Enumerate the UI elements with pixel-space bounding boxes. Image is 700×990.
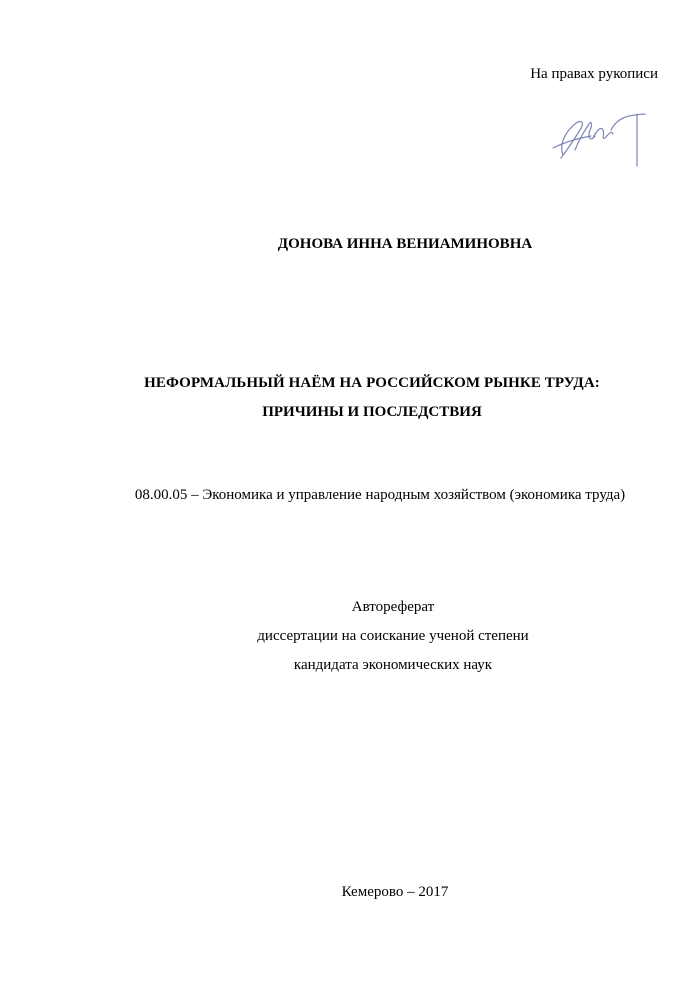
author-name: ДОНОВА ИННА ВЕНИАМИНОВНА — [277, 236, 533, 252]
document-purpose: диссертации на соискание ученой степени — [257, 628, 529, 644]
dissertation-title-line-2: ПРИЧИНЫ И ПОСЛЕДСТВИЯ — [262, 404, 482, 420]
specialty-code: 08.00.05 – Экономика и управление народным хозяйством (экономика труда) — [134, 487, 626, 503]
place-and-year: Кемерово – 2017 — [341, 884, 449, 900]
document-type: Автореферат — [351, 599, 435, 615]
rights-note: На правах рукописи — [530, 66, 658, 82]
academic-degree: кандидата экономических наук — [293, 657, 493, 673]
author-signature — [545, 100, 655, 170]
dissertation-title-line-1: НЕФОРМАЛЬНЫЙ НАЁМ НА РОССИЙСКОМ РЫНКЕ ТРУДА: — [144, 375, 600, 391]
